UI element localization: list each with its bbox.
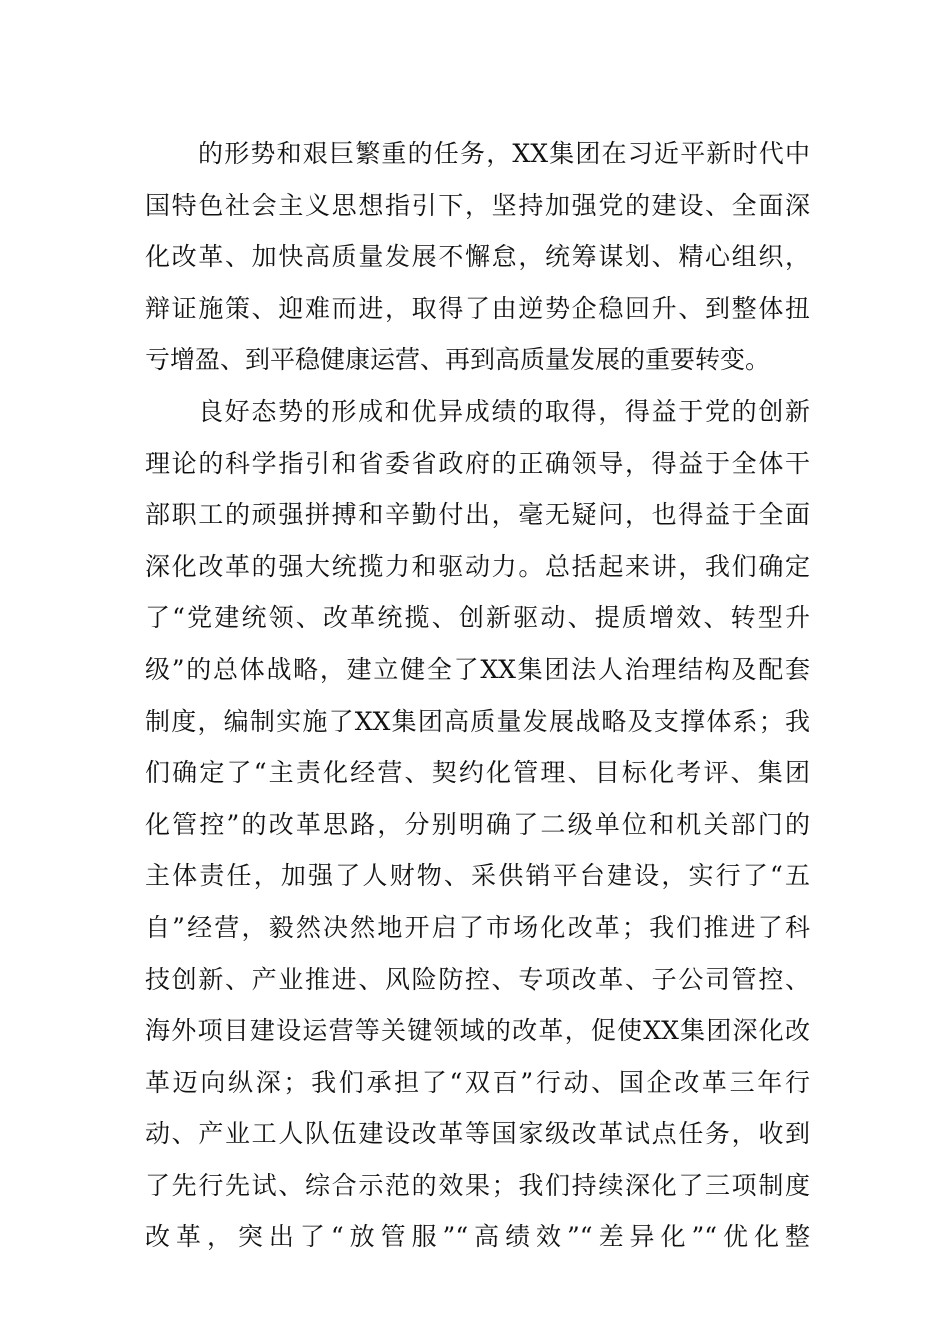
- text-line: 改革，突出了“放管服”“高绩效”“差异化”“优化整: [145, 1222, 810, 1252]
- text-line: 海外项目建设运营等关键领域的改革，促使XX集团深化改: [145, 1016, 810, 1046]
- text-line: 化改革、加快高质量发展不懈怠，统筹谋划、精心组织，: [145, 242, 810, 272]
- text-line: 革迈向纵深；我们承担了“双百”行动、国企改革三年行: [145, 1067, 810, 1097]
- body-text: [145, 128, 810, 1263]
- text-line: 级”的总体战略，建立健全了XX集团法人治理结构及配套: [145, 654, 810, 684]
- text-line: 了先行先试、综合示范的效果；我们持续深化了三项制度: [145, 1170, 810, 1200]
- text-line: 动、产业工人队伍建设改革等国家级改革试点任务，收到: [145, 1119, 810, 1149]
- text-line: 理论的科学指引和省委省政府的正确领导，得益于全体干: [145, 448, 810, 478]
- text-line: 主体责任，加强了人财物、采供销平台建设，实行了“五: [145, 861, 810, 891]
- text-line: 深化改革的强大统揽力和驱动力。总括起来讲，我们确定: [145, 551, 810, 581]
- text-line: 良好态势的形成和优异成绩的取得，得益于党的创新: [198, 396, 810, 426]
- text-line: 了“党建统领、改革统揽、创新驱动、提质增效、转型升: [145, 603, 810, 633]
- text-line: 化管控”的改革思路，分别明确了二级单位和机关部门的: [145, 809, 810, 839]
- text-line: 制度，编制实施了XX集团高质量发展战略及支撑体系；我: [145, 706, 810, 736]
- text-line: 们确定了“主责化经营、契约化管理、目标化考评、集团: [145, 758, 810, 788]
- text-line: 亏增盈、到平稳健康运营、再到高质量发展的重要转变。: [145, 345, 771, 375]
- text-line: 部职工的顽强拼搏和辛勤付出，毫无疑问，也得益于全面: [145, 500, 810, 530]
- text-line: 自”经营，毅然决然地开启了市场化改革；我们推进了科: [145, 912, 810, 942]
- text-line: 技创新、产业推进、风险防控、专项改革、子公司管控、: [145, 964, 810, 994]
- text-line: 的形势和艰巨繁重的任务，XX集团在习近平新时代中: [198, 139, 810, 168]
- text-line: 国特色社会主义思想指引下，坚持加强党的建设、全面深: [145, 190, 810, 220]
- text-line: 辩证施策、迎难而进，取得了由逆势企稳回升、到整体扭: [145, 293, 810, 323]
